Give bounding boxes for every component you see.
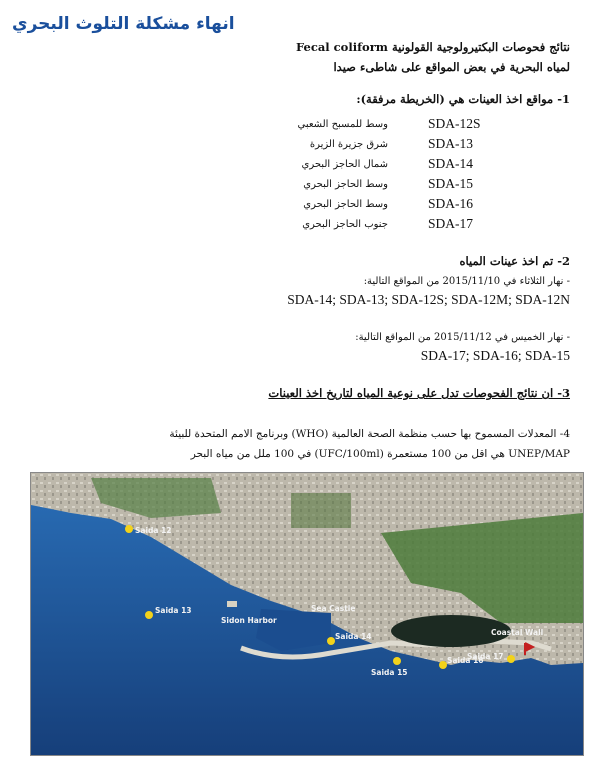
map-label-saida-17: Saida 17 [467,652,504,661]
marker-saida-15 [393,657,401,665]
site-description: وسط الحاجز البحري [303,179,388,190]
site-description: وسط للمسبح الشعبي [297,119,388,130]
site-code: SDA-12S [428,116,481,131]
satellite-map [30,472,584,756]
map-label-saida-14: Saida 14 [335,632,372,641]
marker-saida-13 [145,611,153,619]
site-code: SDA-13 [428,136,474,151]
map-canvas [31,473,583,755]
map-label-saida-15: Saida 15 [371,668,408,677]
map-label-saida-13: Saida 13 [155,606,192,615]
marker-saida-14 [327,637,335,645]
site-code: SDA-16 [428,196,474,211]
sea-castle [227,601,237,607]
map-label-sea-castle: Sea Castle [311,604,356,613]
document-title: نتائج فحوصات البكتيرولوجية القولونية Fecal coliform [296,40,570,54]
map-label-saida-16: Saida 16 [447,656,484,665]
section2-heading: 2- تم اخذ عينات المياه [459,254,570,268]
site-description: وسط الحاجز البحري [303,199,388,210]
map-label-saida-12: Saida 12 [135,526,172,535]
site-code: SDA-14 [428,156,474,171]
vegetation-area [291,493,351,528]
site-description: شمال الحاجز البحري [301,159,388,170]
site-code: SDA-17 [428,216,474,231]
sampling-sites-list: SDA-17; SDA-16; SDA-15 [420,348,570,363]
site-description: شرق جزيرة الزيرة [309,139,388,150]
section4-line: UNEP/MAP هي اقل من 100 مستعمرة (UFC/100ml) في 100 ملل من مياه البحر [190,448,570,460]
site-code: SDA-15 [428,176,474,191]
sampling-date-line: - نهار الخميس في 2015/11/12 من المواقع التالية: [355,332,570,343]
section1-heading: 1- مواقع اخذ العينات هي (الخريطة مرفقة): [356,92,570,106]
document-subtitle: لمياه البحرية في بعض المواقع على شاطىء صيدا [333,60,570,74]
map-label-sidon-harbor: Sidon Harbor [221,616,277,625]
site-description: جنوب الحاجز البحري [302,219,388,230]
map-label-coastal-wall: Coastal Wall [491,628,544,637]
marker-saida-17 [507,655,515,663]
marker-saida-12 [125,525,133,533]
sampling-date-line: - نهار الثلاثاء في 2015/11/10 من المواقع التالية: [363,276,570,287]
sampling-sites-list: SDA-14; SDA-13; SDA-12S; SDA-12M; SDA-12N [287,292,570,307]
brand-title: انهاء مشكلة التلوث البحري [12,14,235,34]
section3-heading: 3- ان نتائج الفحوصات تدل على نوعية المياه لتاريخ اخذ العينات [268,386,570,400]
section4-line: 4- المعدلات المسموح بها حسب منظمة الصحة العالمية (WHO) وبرنامج الامم المتحدة للبيئة [169,428,570,440]
marker-saida-16 [439,661,447,669]
